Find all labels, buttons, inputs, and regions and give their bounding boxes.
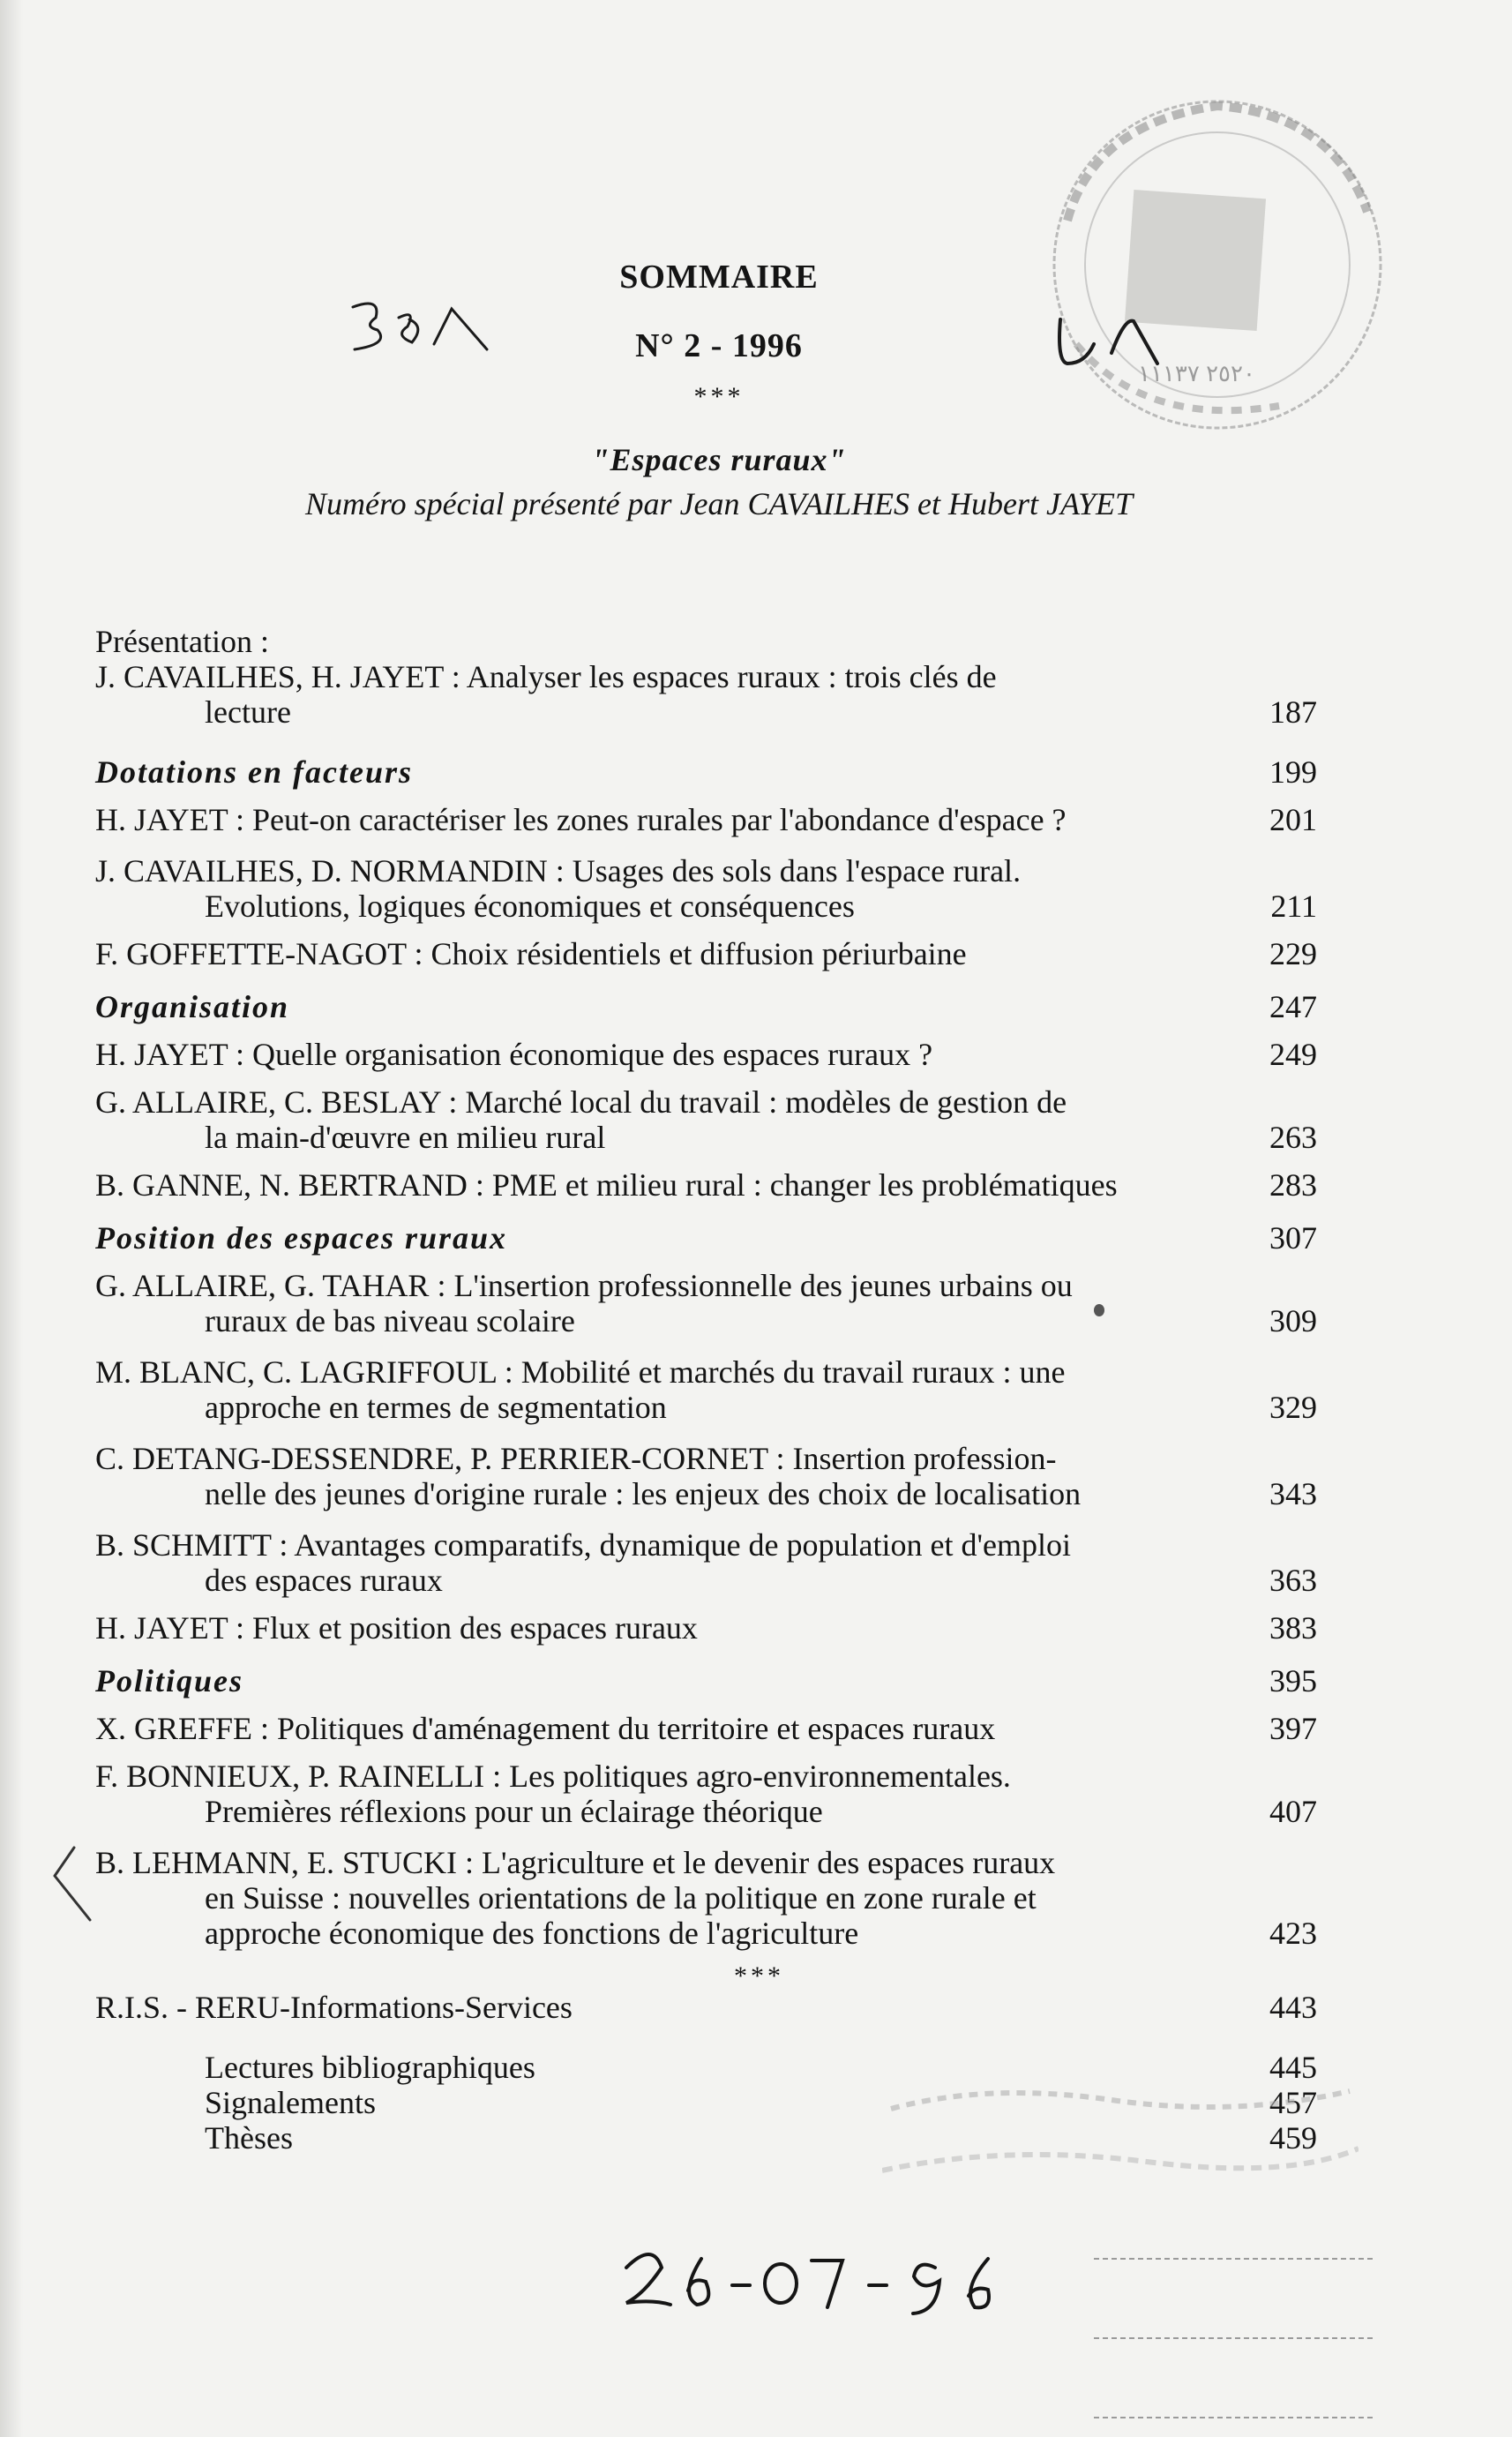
- page-number: 307: [1269, 1220, 1317, 1256]
- page-number: 343: [1269, 1476, 1317, 1511]
- table-of-contents: [95, 624, 1317, 2156]
- entry-line: lecture: [205, 694, 291, 730]
- toc-entry: [95, 1711, 1317, 1746]
- entry-line: X. GREFFE : Politiques d'aménagement du territoire et espaces ruraux: [95, 1711, 996, 1746]
- page-number: 199: [1269, 754, 1317, 790]
- presentation-label: Présentation :: [95, 624, 269, 659]
- section-heading: [95, 754, 1317, 790]
- entry-line: F. BONNIEUX, P. RAINELLI : Les politiques agro-environnementales.: [95, 1758, 1011, 1794]
- page-number: 309: [1269, 1303, 1317, 1338]
- entry-line: Evolutions, logiques économiques et conséquences: [205, 889, 855, 924]
- toc-entry: [95, 1268, 1317, 1338]
- entry-line: H. JAYET : Flux et position des espaces ruraux: [95, 1610, 698, 1646]
- entry-line: Premières réflexions pour un éclairage théorique: [205, 1794, 823, 1829]
- section-heading: [95, 1663, 1317, 1698]
- entry-line: H. JAYET : Peut-on caractériser les zones rurales par l'abondance d'espace ?: [95, 802, 1067, 837]
- toc-entry: [95, 1084, 1317, 1155]
- toc-entry: [95, 1845, 1317, 1951]
- page-number: 249: [1269, 1037, 1317, 1072]
- ris-item-label: Thèses: [205, 2120, 293, 2156]
- page-number: 383: [1269, 1610, 1317, 1646]
- section-heading: [95, 1220, 1317, 1256]
- toc-entry: [95, 1527, 1317, 1598]
- page-number: 187: [1269, 694, 1317, 730]
- toc-entry: [95, 1758, 1317, 1829]
- toc-entry: [95, 1441, 1317, 1511]
- entry-line: des espaces ruraux: [205, 1563, 443, 1598]
- page-number: 459: [1269, 2120, 1317, 2156]
- page-number: 445: [1269, 2050, 1317, 2085]
- entry-line: B. GANNE, N. BERTRAND : PME et milieu rural : changer les problématiques: [95, 1167, 1118, 1203]
- entry-line: B. SCHMITT : Avantages comparatifs, dynamique de population et d'emploi: [95, 1527, 1071, 1563]
- entry-line: J. CAVAILHES, H. JAYET : Analyser les espaces ruraux : trois clés de: [95, 659, 997, 694]
- page-number: 457: [1269, 2085, 1317, 2120]
- section-title: Position des espaces ruraux: [95, 1220, 508, 1256]
- page-number: 329: [1269, 1390, 1317, 1425]
- section-title: Organisation: [95, 989, 290, 1024]
- toc-entry: [95, 1167, 1317, 1203]
- section-title: Dotations en facteurs: [95, 754, 414, 790]
- page-number: 283: [1269, 1167, 1317, 1203]
- toc-title: SOMMAIRE: [619, 259, 819, 296]
- entry-line: ruraux de bas niveau scolaire: [205, 1303, 575, 1338]
- handwritten-date: [618, 2241, 1032, 2321]
- ris-heading: [95, 1990, 1317, 2025]
- ris-item-label: Signalements: [205, 2085, 376, 2120]
- section-heading: [95, 989, 1317, 1024]
- page-number: 247: [1269, 989, 1317, 1024]
- page-number: 395: [1269, 1663, 1317, 1698]
- page-number: 263: [1269, 1120, 1317, 1155]
- ink-dot: [1094, 1304, 1104, 1316]
- entry-line: G. ALLAIRE, G. TAHAR : L'insertion professionnelle des jeunes urbains ou: [95, 1268, 1073, 1303]
- entry-line: C. DETANG-DESSENDRE, P. PERRIER-CORNET : Insertion profession-: [95, 1441, 1057, 1476]
- toc-entry: [95, 802, 1317, 837]
- special-issue-subtitle: Numéro spécial présenté par Jean CAVAILHES et Hubert JAYET: [304, 486, 1134, 521]
- entry-line: J. CAVAILHES, D. NORMANDIN : Usages des sols dans l'espace rural.: [95, 853, 1022, 889]
- toc-entry: [95, 1037, 1317, 1072]
- page-number: 407: [1269, 1794, 1317, 1829]
- entry-line: en Suisse : nouvelles orientations de la politique en zone rurale et: [205, 1880, 1037, 1916]
- entry-line: M. BLANC, C. LAGRIFFOUL : Mobilité et marchés du travail ruraux : une: [95, 1354, 1066, 1390]
- registration-lines: [1094, 2206, 1385, 2435]
- entry-line: B. LEHMANN, E. STUCKI : L'agriculture et le devenir des espaces ruraux: [95, 1845, 1056, 1880]
- header-separator: ***: [693, 382, 745, 411]
- page-number: 423: [1269, 1916, 1317, 1951]
- page-number: 443: [1269, 1990, 1317, 2025]
- pencil-tick-mark: [49, 1844, 94, 1923]
- ris-item-label: Lectures bibliographiques: [205, 2050, 535, 2085]
- ris-separator: ***: [734, 1961, 784, 1991]
- page-number: 201: [1269, 802, 1317, 837]
- toc-entry: [95, 853, 1317, 924]
- entry-line: H. JAYET : Quelle organisation économique des espaces ruraux ?: [95, 1037, 933, 1072]
- entry-line: G. ALLAIRE, C. BESLAY : Marché local du travail : modèles de gestion de: [95, 1084, 1067, 1120]
- entry-line: la main-d'œuvre en milieu rural: [205, 1120, 606, 1155]
- page-number: 363: [1269, 1563, 1317, 1598]
- special-issue-title: "Espaces ruraux": [591, 442, 847, 477]
- page-number: 211: [1270, 889, 1317, 924]
- toc-entry: [95, 1610, 1317, 1646]
- faint-stamp: [882, 2065, 1359, 2206]
- stamp-lettering: ٢٥٢٠ ١١١٣٧: [1138, 360, 1255, 386]
- scan-edge-shadow: [0, 0, 23, 2437]
- toc-entry: [95, 1354, 1317, 1425]
- entry-line: approche économique des fonctions de l'agriculture: [205, 1916, 859, 1951]
- toc-entry: [95, 659, 1317, 730]
- entry-line: F. GOFFETTE-NAGOT : Choix résidentiels et diffusion périurbaine: [95, 936, 967, 971]
- toc-entry: [95, 936, 1317, 971]
- entry-line: nelle des jeunes d'origine rurale : les enjeux des choix de localisation: [205, 1476, 1082, 1511]
- issue-number: N° 2 - 1996: [635, 327, 803, 364]
- page-number: 397: [1269, 1711, 1317, 1746]
- entry-line: approche en termes de segmentation: [205, 1390, 667, 1425]
- section-title: Politiques: [95, 1663, 244, 1698]
- ris-title: R.I.S. - RERU-Informations-Services: [95, 1990, 573, 2025]
- page-number: 229: [1269, 936, 1317, 971]
